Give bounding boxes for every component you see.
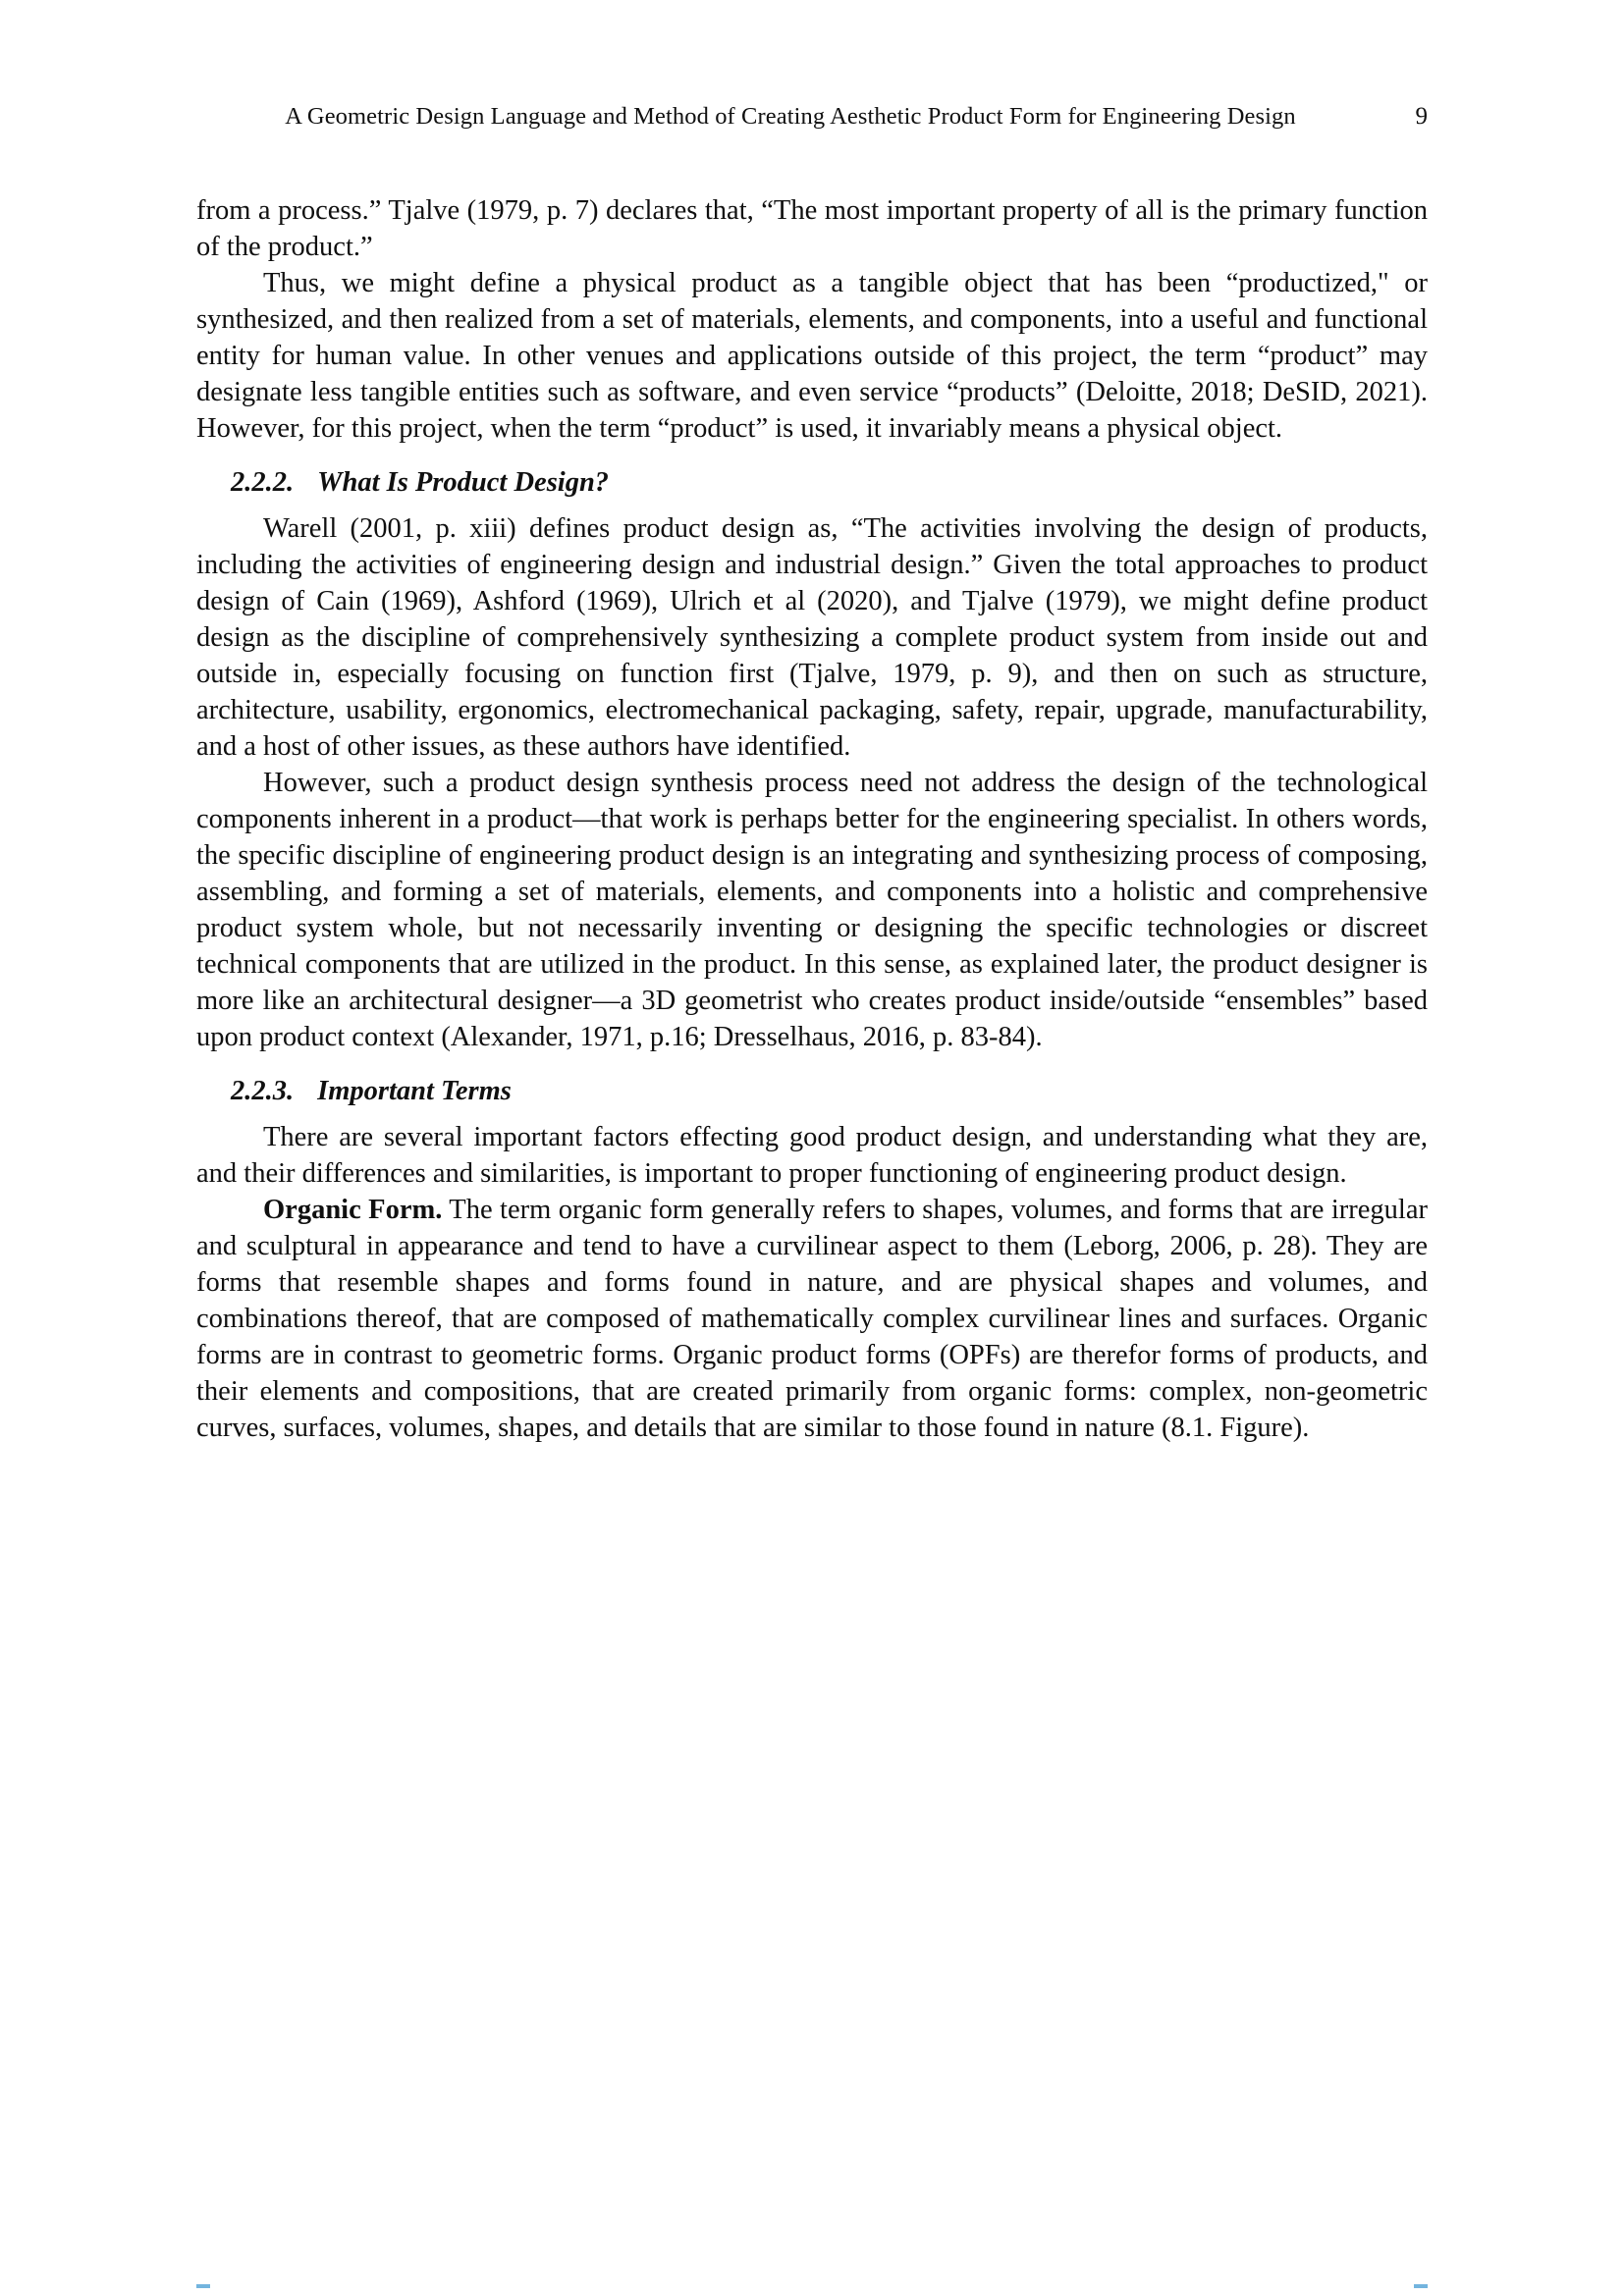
running-header <box>196 102 1428 132</box>
section-title: Important Terms <box>317 1076 512 1106</box>
scan-corner-mark-left <box>196 2284 210 2288</box>
term-definition-organic-form: The term organic form generally refers to shapes, volumes, and forms that are irregular and sculptural in appearance and tend to have a curvilinear aspect to them (Leborg, 2006, p. 28). They are forms that resemble shapes and forms found in nature, and are physical shapes and volumes, and combinations thereof, that are composed of mathematically complex curvilinear lines and surfaces. Organic forms are in contrast to geometric forms. Organic product forms (OPFs) are therefor forms of products, and their elements and compositions, that are created primarily from organic forms: complex, non-geometric curves, surfaces, volumes, shapes, and details that are similar to those found in nature (8.1. Figure). <box>196 1195 1428 1443</box>
running-header-title: A Geometric Design Language and Method of Creating Aesthetic Product Form for Engineering Design <box>285 103 1296 130</box>
section-title: What Is Product Design? <box>317 467 610 498</box>
paragraph-continuation: from a process.” Tjalve (1979, p. 7) declares that, “The most important property of all is the primary function of the product.” <box>196 195 1428 262</box>
paragraph-important-factors: There are several important factors effecting good product design, and understanding what they are, and their differences and similarities, is important to proper functioning of engineering product design. <box>196 1122 1428 1189</box>
paragraph-product-definition: Thus, we might define a physical product as a tangible object that has been “productized," or synthesized, and then realized from a set of materials, elements, and components, into a useful and functional entity for human value. In other venues and applications outside of this project, the term “product” may designate less tangible entities such as software, and even service “products” (Deloitte, 2018; DeSID, 2021). However, for this project, when the term “product” is used, it invariably means a physical object. <box>196 268 1428 444</box>
page-body <box>196 192 1428 1446</box>
paragraph-organic-form <box>196 1192 1428 1446</box>
term-lead-organic-form: Organic Form. <box>263 1195 443 1225</box>
section-number: 2.2.3. <box>231 1076 295 1106</box>
paragraph-design-synthesis: However, such a product design synthesis process need not address the design of the technological components inherent in a product—that work is perhaps better for the engineering specialist. In others words, the specific discipline of engineering product design is an integrating and synthesizing process of composing, assembling, and forming a set of materials, elements, and components into a holistic and comprehensive product system whole, but not necessarily inventing or designing the specific technologies or discreet technical components that are utilized in the product. In this sense, as explained later, the product designer is more like an architectural designer—a 3D geometrist who creates product inside/outside “ensembles” based upon product context (Alexander, 1971, p.16; Dresselhaus, 2016, p. 83-84). <box>196 768 1428 1052</box>
section-heading-2-2-3 <box>231 1073 1428 1109</box>
scan-corner-mark-right <box>1414 2284 1428 2288</box>
paragraph-product-design-definition: Warell (2001, p. xiii) defines product design as, “The activities involving the design of products, including the activities of engineering design and industrial design.” Given the total approaches to product design of Cain (1969), Ashford (1969), Ulrich et al (2020), and Tjalve (1979), we might define product design as the discipline of comprehensively synthesizing a complete product system from inside out and outside in, especially focusing on function first (Tjalve, 1979, p. 9), and then on such as structure, architecture, usability, ergonomics, electromechanical packaging, safety, repair, upgrade, manufacturability, and a host of other issues, as these authors have identified. <box>196 513 1428 762</box>
section-heading-2-2-2 <box>231 464 1428 501</box>
page-number: 9 <box>1415 103 1428 130</box>
section-number: 2.2.2. <box>231 467 295 498</box>
